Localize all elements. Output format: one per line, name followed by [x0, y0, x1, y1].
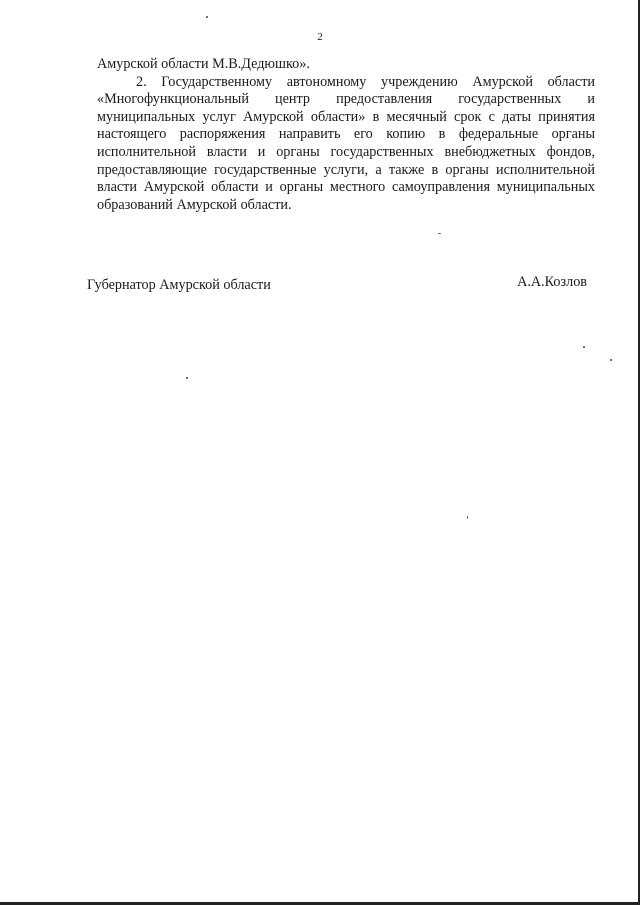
- signatory-title: Губернатор Амурской области: [87, 277, 271, 293]
- scan-speck: [438, 233, 441, 234]
- paragraph-continuation: Амурской области М.В.Дедюшко».: [97, 56, 310, 72]
- scan-speck: [610, 359, 612, 361]
- paragraph-item-2: 2. Государственному автономному учреждению Амурской области «Многофункциональный центр предоставления государственных и муниципальных услуг Амурской области» в месячный срок с даты принятия настоящего распоряжения направить его копию в федеральные органы исполнительной власти и органы государственных внебюджетных фондов, предоставляющие государственные услуги, а также в органы исполнительной власти Амурской области и органы местного самоуправления муниципальных образований Амурской области.: [97, 73, 595, 213]
- scan-speck: [186, 377, 188, 379]
- document-body: [97, 56, 595, 214]
- scan-speck: [206, 16, 208, 18]
- page-number: 2: [317, 31, 323, 43]
- scan-speck: [467, 516, 468, 519]
- scan-speck: [583, 346, 585, 348]
- signatory-name: А.А.Козлов: [517, 274, 587, 290]
